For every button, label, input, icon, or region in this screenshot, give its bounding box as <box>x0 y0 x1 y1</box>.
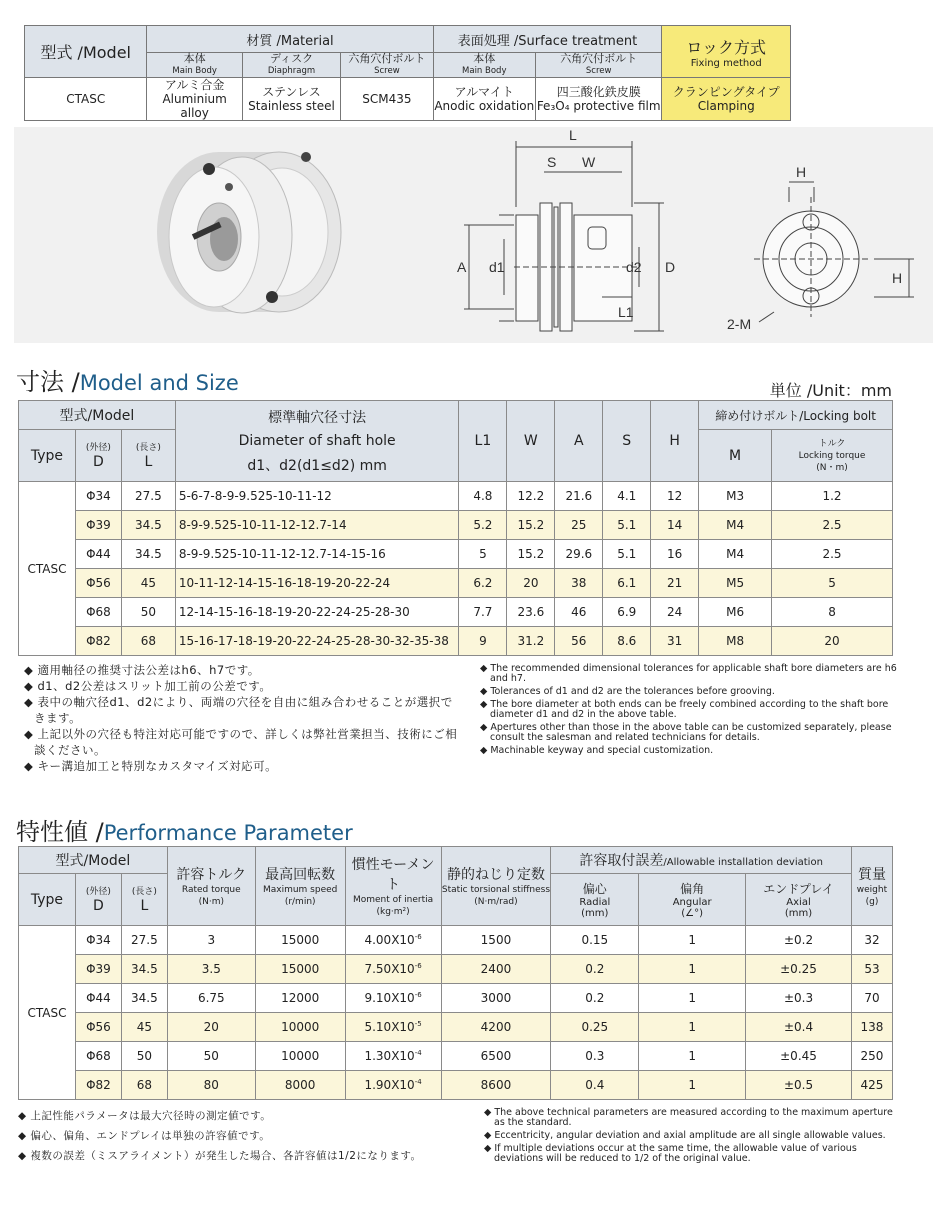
perf-note: ◆ 上記性能パラメータは最大穴径時の測定値です。 <box>18 1110 272 1122</box>
perf-note-en: ◆ If multiple deviations occur at the same time, the allowable value of various deviations will be reduced to 1/2 of the original value. <box>484 1143 857 1164</box>
table-row <box>19 569 893 598</box>
perf-torque-cell: 50 <box>167 1042 255 1071</box>
perf-speed-cell: 10000 <box>255 1042 345 1071</box>
perf-h-axial: エンドプレイ Axial (mm) <box>746 874 852 926</box>
perf-stiffness-cell: 4200 <box>441 1013 551 1042</box>
perf-h-radial: 偏心 Radial (mm) <box>551 874 639 926</box>
perf-speed-cell: 15000 <box>255 926 345 955</box>
size-S-cell: 8.6 <box>603 627 651 656</box>
col-main-body: 本体 Main Body <box>147 53 242 78</box>
size-h-M: M <box>699 430 772 482</box>
col-screw: 六角穴付ボルト Screw <box>341 53 433 78</box>
coupling-photo <box>157 152 341 313</box>
dim-S-label: S <box>547 154 557 170</box>
size-M-cell: M6 <box>699 598 772 627</box>
perf-angular-cell: 1 <box>639 984 746 1013</box>
size-H-cell: 14 <box>651 511 699 540</box>
size-h-H: H <box>651 401 699 482</box>
size-note: ◆ キー溝追加工と特別なカスタマイズ対応可。 <box>24 759 278 773</box>
perf-h-inertia: 慣性モーメント Moment of inertia (kg·m²) <box>345 847 441 926</box>
perf-L-cell: 34.5 <box>121 984 167 1013</box>
perf-radial-cell: 0.3 <box>551 1042 639 1071</box>
size-torque-cell: 2.5 <box>772 511 893 540</box>
perf-axial-cell: ±0.5 <box>746 1071 852 1100</box>
unit-label: 単位 /Unit：mm <box>769 381 892 400</box>
perf-radial-cell: 0.2 <box>551 955 639 984</box>
size-h-L: (長さ) L <box>121 430 175 482</box>
size-D-cell: Φ82 <box>75 627 121 656</box>
size-L-cell: 45 <box>121 569 175 598</box>
size-W-cell: 15.2 <box>507 540 555 569</box>
size-note-en: ◆ Machinable keyway and special customization. <box>480 745 714 756</box>
perf-weight-cell: 53 <box>851 955 892 984</box>
size-note-en: ◆ Tolerances of d1 and d2 are the tolerances before grooving. <box>480 686 775 697</box>
model-label: 型式 /Model <box>25 26 147 78</box>
perf-axial-cell: ±0.25 <box>746 955 852 984</box>
size-W-cell: 31.2 <box>507 627 555 656</box>
size-S-cell: 5.1 <box>603 540 651 569</box>
size-A-cell: 38 <box>555 569 603 598</box>
perf-axial-cell: ±0.3 <box>746 984 852 1013</box>
size-torque-cell: 2.5 <box>772 540 893 569</box>
table-row <box>19 1013 893 1042</box>
perf-axial-cell: ±0.4 <box>746 1013 852 1042</box>
size-note-en: ◆ The bore diameter at both ends can be freely combined according to the shaft bore diameter d1 and d2 in the above table. <box>480 699 889 720</box>
perf-weight-cell: 250 <box>851 1042 892 1071</box>
perf-h-deviation: 許容取付誤差/Allowable installation deviation <box>551 847 852 874</box>
perf-speed-cell: 10000 <box>255 1013 345 1042</box>
dim-L1-label: L1 <box>618 304 634 320</box>
dim-M-label: 2-M <box>727 316 752 332</box>
size-shaft-cell: 10-11-12-14-15-16-18-19-20-22-24 <box>175 569 459 598</box>
size-L1-cell: 5.2 <box>459 511 507 540</box>
perf-angular-cell: 1 <box>639 1013 746 1042</box>
table-row <box>19 540 893 569</box>
size-torque-cell: 20 <box>772 627 893 656</box>
perf-note: ◆ 複数の誤差（ミスアライメント）が発生した場合、各許容値は1/2になります。 <box>18 1150 422 1162</box>
perf-angular-cell: 1 <box>639 955 746 984</box>
perf-type-cell: CTASC <box>19 926 76 1100</box>
size-shaft-cell: 5-6-7-8-9-9.525-10-11-12 <box>175 482 459 511</box>
perf-L-cell: 50 <box>121 1042 167 1071</box>
perf-stiffness-cell: 8600 <box>441 1071 551 1100</box>
size-M-cell: M4 <box>699 540 772 569</box>
material-label: 材質 /Material <box>147 26 433 53</box>
perf-h-L: (長さ) L <box>121 874 167 926</box>
perf-speed-cell: 8000 <box>255 1071 345 1100</box>
dim-H-side-label: H <box>892 270 903 286</box>
size-L1-cell: 7.7 <box>459 598 507 627</box>
size-h-D: (外径) D <box>75 430 121 482</box>
dim-A-label: A <box>457 259 467 275</box>
perf-inertia-cell: $9.10X10^{-6}$ <box>345 984 441 1013</box>
perf-radial-cell: 0.25 <box>551 1013 639 1042</box>
size-L-cell: 50 <box>121 598 175 627</box>
size-type-cell: CTASC <box>19 482 76 656</box>
size-note: ◆ 適用軸径の推奨寸法公差はh6、h7です。 <box>24 663 260 677</box>
size-note: ◆ 表中の軸穴径d1、d2により、両端の穴径を自由に組み合わせることが選択できます。 <box>24 695 453 725</box>
table-row <box>19 627 893 656</box>
dim-D-label: D <box>665 259 676 275</box>
size-S-cell: 5.1 <box>603 511 651 540</box>
size-L-cell: 34.5 <box>121 511 175 540</box>
size-L-cell: 68 <box>121 627 175 656</box>
size-A-cell: 25 <box>555 511 603 540</box>
perf-inertia-cell: $1.30X10^{-4}$ <box>345 1042 441 1071</box>
size-h-torque: トルク Locking torque (N・m) <box>772 430 893 482</box>
perf-h-D: (外径) D <box>75 874 121 926</box>
size-shaft-cell: 12-14-15-16-18-19-20-22-24-25-28-30 <box>175 598 459 627</box>
perf-axial-cell: ±0.2 <box>746 926 852 955</box>
size-torque-cell: 5 <box>772 569 893 598</box>
dim-L-label: L <box>569 127 577 143</box>
perf-L-cell: 34.5 <box>121 955 167 984</box>
size-note: ◆ d1、d2公差はスリット加工前の公差です。 <box>24 679 272 693</box>
mat-diaphragm: ステンレス Stainless steel <box>242 78 340 121</box>
perf-h-type: Type <box>19 874 76 926</box>
perf-notes-jp <box>18 1106 468 1166</box>
perf-h-speed: 最高回転数 Maximum speed (r/min) <box>255 847 345 926</box>
perf-note-en: ◆ The above technical parameters are measured according to the maximum aperture as the standard. <box>484 1107 893 1128</box>
size-M-cell: M5 <box>699 569 772 598</box>
product-figure <box>14 127 933 343</box>
perf-notes-en <box>484 1108 902 1167</box>
size-M-cell: M8 <box>699 627 772 656</box>
size-W-cell: 20 <box>507 569 555 598</box>
size-h-S: S <box>603 401 651 482</box>
size-A-cell: 21.6 <box>555 482 603 511</box>
perf-inertia-cell: $1.90X10^{-4}$ <box>345 1071 441 1100</box>
perf-D-cell: Φ44 <box>75 984 121 1013</box>
table-row <box>19 511 893 540</box>
size-L-cell: 34.5 <box>121 540 175 569</box>
size-L-cell: 27.5 <box>121 482 175 511</box>
perf-D-cell: Φ56 <box>75 1013 121 1042</box>
perf-L-cell: 45 <box>121 1013 167 1042</box>
size-D-cell: Φ34 <box>75 482 121 511</box>
table-row <box>19 482 893 511</box>
size-D-cell: Φ56 <box>75 569 121 598</box>
size-L1-cell: 6.2 <box>459 569 507 598</box>
size-D-cell: Φ68 <box>75 598 121 627</box>
perf-stiffness-cell: 1500 <box>441 926 551 955</box>
perf-radial-cell: 0.4 <box>551 1071 639 1100</box>
perf-h-angular: 偏角 Angular (∠°) <box>639 874 746 926</box>
table-row <box>19 984 893 1013</box>
perf-torque-cell: 80 <box>167 1071 255 1100</box>
perf-h-torque: 許容トルク Rated torque (N·m) <box>167 847 255 926</box>
size-H-cell: 16 <box>651 540 699 569</box>
size-h-W: W <box>507 401 555 482</box>
size-D-cell: Φ44 <box>75 540 121 569</box>
table-row <box>19 1042 893 1071</box>
perf-weight-cell: 425 <box>851 1071 892 1100</box>
dim-d2-label: d2 <box>626 259 642 275</box>
perf-radial-cell: 0.2 <box>551 984 639 1013</box>
perf-torque-cell: 3 <box>167 926 255 955</box>
dim-W-label: W <box>582 154 596 170</box>
col-diaphragm: ディスク Diaphragm <box>242 53 340 78</box>
material-table <box>24 25 791 121</box>
coupling-drawings <box>14 127 933 343</box>
model-value: CTASC <box>25 78 147 121</box>
perf-axial-cell: ±0.45 <box>746 1042 852 1071</box>
perf-L-cell: 27.5 <box>121 926 167 955</box>
perf-section-title: 特性値 /Performance Parameter <box>16 818 353 846</box>
size-H-cell: 12 <box>651 482 699 511</box>
size-torque-cell: 8 <box>772 598 893 627</box>
size-note-en: ◆ Apertures other than those in the above table can be customized separately, please consult the salesman and related technicians for details. <box>480 722 892 743</box>
size-L1-cell: 9 <box>459 627 507 656</box>
perf-weight-cell: 138 <box>851 1013 892 1042</box>
size-h-model: 型式/Model <box>19 401 176 430</box>
perf-weight-cell: 70 <box>851 984 892 1013</box>
size-S-cell: 4.1 <box>603 482 651 511</box>
size-torque-cell: 1.2 <box>772 482 893 511</box>
perf-D-cell: Φ39 <box>75 955 121 984</box>
perf-speed-cell: 15000 <box>255 955 345 984</box>
perf-torque-cell: 20 <box>167 1013 255 1042</box>
table-row <box>19 955 893 984</box>
surf-body: アルマイト Anodic oxidation <box>433 78 535 121</box>
size-W-cell: 12.2 <box>507 482 555 511</box>
size-shaft-cell: 8-9-9.525-10-11-12-12.7-14 <box>175 511 459 540</box>
perf-note-en: ◆ Eccentricity, angular deviation and axial amplitude are all single allowable values. <box>484 1130 886 1141</box>
perf-speed-cell: 12000 <box>255 984 345 1013</box>
size-D-cell: Φ39 <box>75 511 121 540</box>
perf-radial-cell: 0.15 <box>551 926 639 955</box>
col-surface-screw: 六角穴付ボルト Screw <box>535 53 661 78</box>
size-notes-jp <box>24 662 464 774</box>
perf-angular-cell: 1 <box>639 1042 746 1071</box>
perf-stiffness-cell: 6500 <box>441 1042 551 1071</box>
col-surface-body: 本体 Main Body <box>433 53 535 78</box>
table-row <box>19 926 893 955</box>
surface-label: 表面処理 /Surface treatment <box>433 26 662 53</box>
size-H-cell: 24 <box>651 598 699 627</box>
size-note: ◆ 上記以外の穴径も特注対応可能ですので、詳しくは弊社営業担当、技術にご相談ください。 <box>24 727 458 757</box>
perf-h-stiffness: 静的ねじり定数 Static torsional stiffness (N·m/rad) <box>441 847 551 926</box>
perf-inertia-cell: $5.10X10^{-5}$ <box>345 1013 441 1042</box>
fixing-value: クランピングタイプ Clamping <box>662 78 791 121</box>
perf-angular-cell: 1 <box>639 1071 746 1100</box>
perf-h-weight: 質量 weight (g) <box>851 847 892 926</box>
size-notes-en <box>480 664 904 759</box>
perf-torque-cell: 6.75 <box>167 984 255 1013</box>
size-L1-cell: 5 <box>459 540 507 569</box>
perf-weight-cell: 32 <box>851 926 892 955</box>
perf-table <box>18 846 893 1100</box>
size-W-cell: 23.6 <box>507 598 555 627</box>
perf-torque-cell: 3.5 <box>167 955 255 984</box>
size-S-cell: 6.9 <box>603 598 651 627</box>
size-L1-cell: 4.8 <box>459 482 507 511</box>
size-W-cell: 15.2 <box>507 511 555 540</box>
perf-h-model: 型式/Model <box>19 847 168 874</box>
size-M-cell: M3 <box>699 482 772 511</box>
size-h-shaft: 標準軸穴径寸法 Diameter of shaft hole d1、d2(d1≤d2) mm <box>175 401 459 482</box>
size-h-A: A <box>555 401 603 482</box>
size-shaft-cell: 8-9-9.525-10-11-12-12.7-14-15-16 <box>175 540 459 569</box>
size-M-cell: M4 <box>699 511 772 540</box>
dim-H-top-label: H <box>796 164 807 180</box>
size-A-cell: 56 <box>555 627 603 656</box>
mat-body: アルミ合金 Aluminium alloy <box>147 78 242 121</box>
perf-stiffness-cell: 2400 <box>441 955 551 984</box>
perf-D-cell: Φ34 <box>75 926 121 955</box>
size-H-cell: 21 <box>651 569 699 598</box>
size-h-L1: L1 <box>459 401 507 482</box>
perf-note: ◆ 偏心、偏角、エンドプレイは単独の許容値です。 <box>18 1130 271 1142</box>
perf-L-cell: 68 <box>121 1071 167 1100</box>
size-table <box>18 400 893 656</box>
perf-stiffness-cell: 3000 <box>441 984 551 1013</box>
perf-D-cell: Φ82 <box>75 1071 121 1100</box>
perf-inertia-cell: $4.00X10^{-6}$ <box>345 926 441 955</box>
size-H-cell: 31 <box>651 627 699 656</box>
surf-screw: 四三酸化鉄皮膜 Fe₃O₄ protective film <box>535 78 661 121</box>
size-A-cell: 29.6 <box>555 540 603 569</box>
perf-D-cell: Φ68 <box>75 1042 121 1071</box>
perf-angular-cell: 1 <box>639 926 746 955</box>
size-h-type: Type <box>19 430 76 482</box>
size-section-title: 寸法 /Model and Size <box>16 368 239 396</box>
size-note-en: ◆ The recommended dimensional tolerances for applicable shaft bore diameters are h6 and h7. <box>480 663 897 684</box>
size-S-cell: 6.1 <box>603 569 651 598</box>
side-view-drawing <box>464 141 664 331</box>
size-shaft-cell: 15-16-17-18-19-20-22-24-25-28-30-32-35-38 <box>175 627 459 656</box>
size-h-bolt: 締め付けボルト/Locking bolt <box>699 401 893 430</box>
table-row <box>19 1071 893 1100</box>
table-row <box>19 598 893 627</box>
dim-d1-label: d1 <box>489 259 505 275</box>
mat-screw: SCM435 <box>341 78 433 121</box>
fixing-label: ロック方式 Fixing method <box>662 26 791 78</box>
size-A-cell: 46 <box>555 598 603 627</box>
perf-inertia-cell: $7.50X10^{-6}$ <box>345 955 441 984</box>
front-view-drawing <box>754 182 914 322</box>
